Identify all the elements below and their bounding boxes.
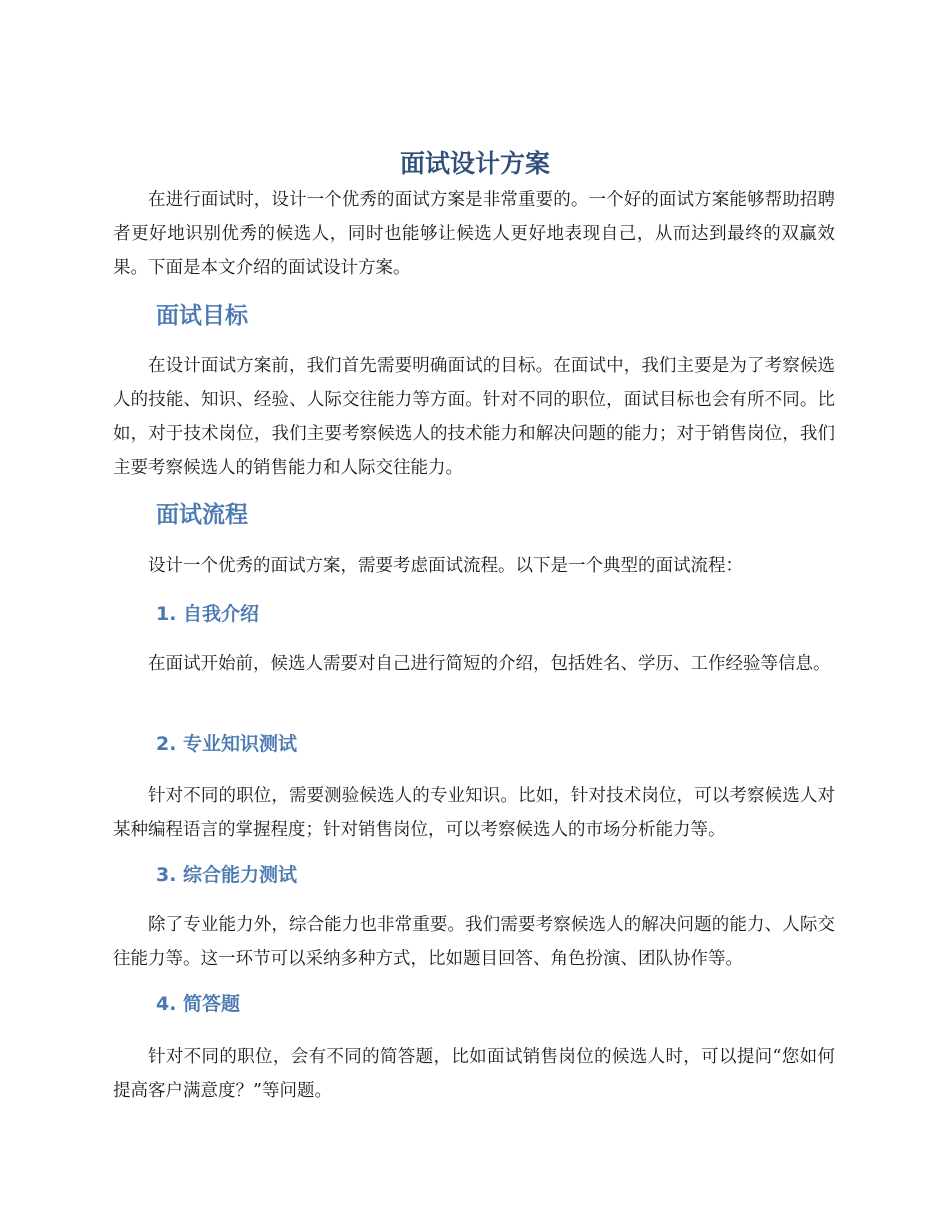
step-body-comprehensive-test: 除了专业能力外，综合能力也非常重要。我们需要考察候选人的解决问题的能力、人际交往能力等。这一环节可以采纳多种方式，比如题目回答、角色扮演、团队协作等。	[113, 915, 835, 969]
step-heading-professional-test: 2. 专业知识测试	[156, 733, 298, 755]
section-body-interview-process: 设计一个优秀的面试方案，需要考虑面试流程。以下是一个典型的面试流程：	[148, 556, 743, 576]
section-body-interview-goals: 在设计面试方案前，我们首先需要明确面试的目标。在面试中，我们主要是为了考察候选人的技能、知识、经验、人际交往能力等方面。针对不同的职位，面试目标也会有所不同。比如，对于技术岗位，我们主要考察候选人的技术能力和解决问题的能力；对于销售岗位，我们主要考察候选人的销售能力和人际交往能力。	[113, 356, 835, 478]
section-heading-interview-process: 面试流程	[156, 502, 248, 528]
step-body-self-intro: 在面试开始前，候选人需要对自己进行简短的介绍，包括姓名、学历、工作经验等信息。	[148, 654, 831, 674]
section-heading-interview-goals: 面试目标	[156, 303, 248, 329]
step-heading-short-answer: 4. 简答题	[156, 993, 241, 1015]
step-body-short-answer: 针对不同的职位，会有不同的简答题，比如面试销售岗位的候选人时，可以提问“您如何提高客户满意度？”等问题。	[113, 1047, 835, 1101]
step-heading-self-intro: 1. 自我介绍	[156, 603, 260, 625]
document-title: 面试设计方案	[399, 149, 550, 178]
intro-paragraph: 在进行面试时，设计一个优秀的面试方案是非常重要的。一个好的面试方案能够帮助招聘者更好地识别优秀的候选人，同时也能够让候选人更好地表现自己，从而达到最终的双赢效果。下面是本文介绍的面试设计方案。	[113, 190, 835, 278]
step-heading-comprehensive-test: 3. 综合能力测试	[156, 864, 298, 886]
step-body-professional-test: 针对不同的职位，需要测验候选人的专业知识。比如，针对技术岗位，可以考察候选人对某种编程语言的掌握程度；针对销售岗位，可以考察候选人的市场分析能力等。	[113, 786, 835, 840]
